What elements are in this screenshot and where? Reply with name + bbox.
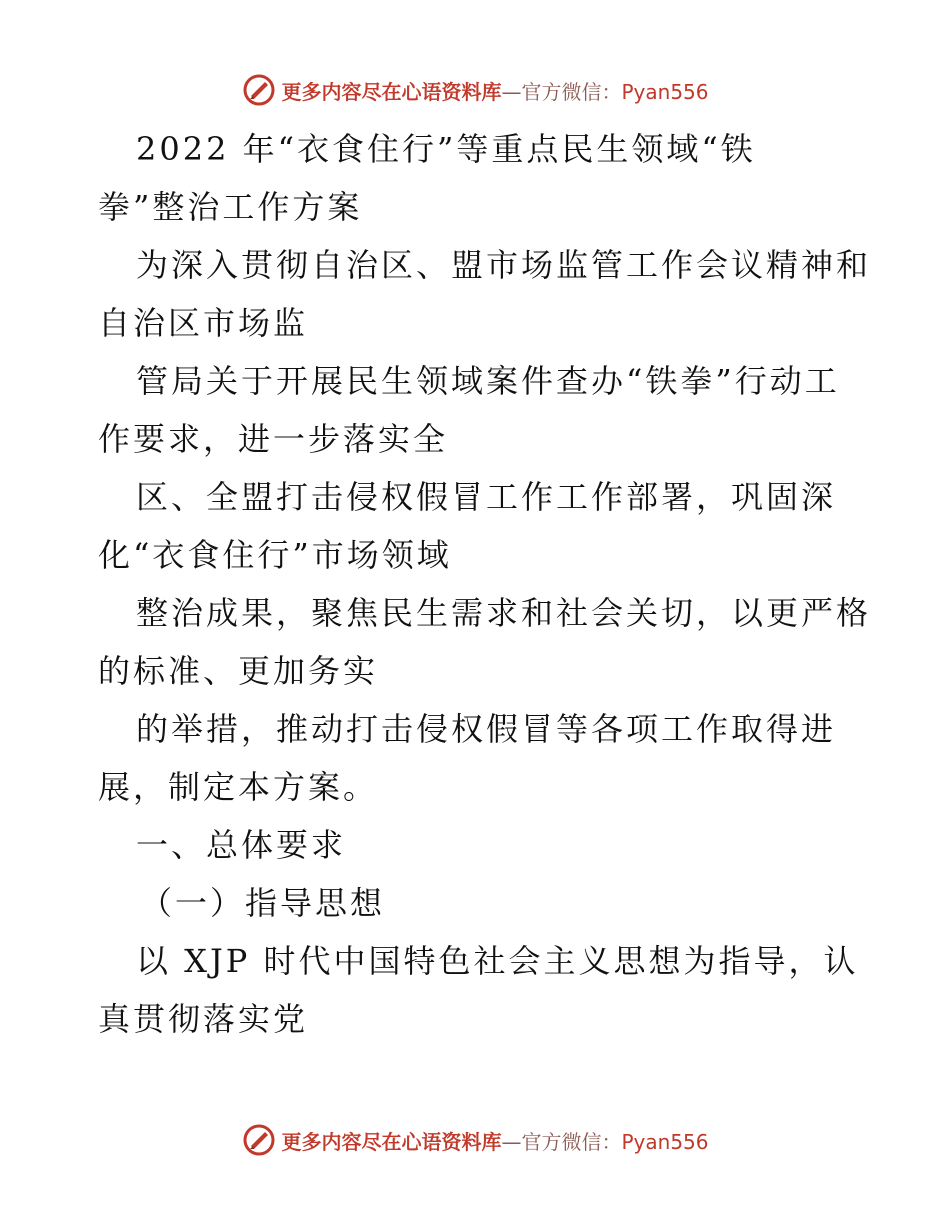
paragraph-line: 为深入贯彻自治区、盟市场监管工作会议精神和 [136, 246, 872, 284]
document-body [98, 120, 872, 1048]
paragraph-line: 化“衣食住行”市场领域 [98, 536, 452, 574]
paragraph-line: 真贯彻落实党 [98, 1000, 309, 1038]
doc-title-line-2: 拳”整治工作方案 [98, 188, 363, 226]
subsection-heading: （一）指导思想 [140, 884, 386, 922]
banner-text: 更多内容尽在心语资料库—官方微信：Pyan556 [281, 79, 709, 104]
quill-logo-icon [241, 1122, 277, 1158]
paragraph-line: 区、全盟打击侵权假冒工作工作部署，巩固深 [136, 478, 837, 516]
doc-title-line-1: 2022 年“衣食住行”等重点民生领域“铁 [136, 130, 756, 168]
header-watermark-banner [0, 68, 950, 112]
paragraph-line: 管局关于开展民生领域案件查办“铁拳”行动工 [136, 362, 840, 400]
paragraph-line: 自治区市场监 [98, 304, 309, 342]
quill-logo-icon [241, 72, 277, 108]
paragraph-line: 作要求，进一步落实全 [98, 420, 449, 458]
paragraph-line: 展，制定本方案。 [98, 768, 379, 806]
paragraph-line: 以 XJP 时代中国特色社会主义思想为指导，认 [136, 942, 859, 980]
banner-text: 更多内容尽在心语资料库—官方微信：Pyan556 [281, 1129, 709, 1154]
paragraph-line: 的举措，推动打击侵权假冒等各项工作取得进 [136, 710, 837, 748]
section-heading: 一、总体要求 [136, 826, 347, 864]
paragraph-line: 整治成果，聚焦民生需求和社会关切，以更严格 [136, 594, 872, 632]
footer-watermark-banner [0, 1118, 950, 1162]
paragraph-line: 的标准、更加务实 [98, 652, 379, 690]
